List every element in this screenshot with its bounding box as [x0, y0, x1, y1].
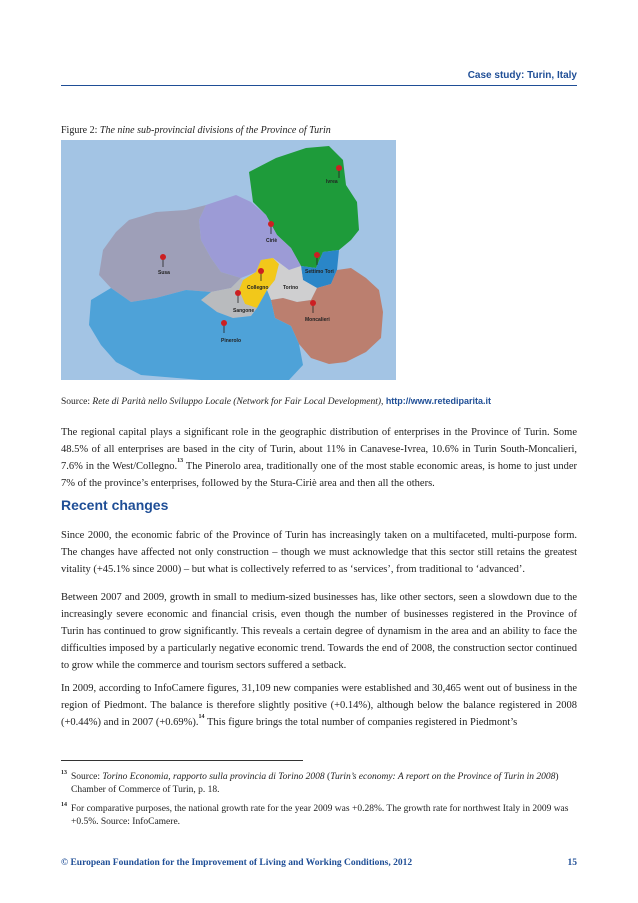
footnote-number: 13	[61, 770, 67, 776]
paragraph-distribution	[61, 424, 577, 492]
figure-number: Figure 2:	[61, 125, 98, 136]
running-header: Case study: Turin, Italy	[467, 70, 577, 81]
paragraph-text: This figure brings the total number of companies registered in Piedmont’s	[204, 717, 518, 728]
map-label-moncalieri: Moncalieri	[305, 317, 330, 323]
footer-copyright: © European Foundation for the Improvement of Living and Working Conditions, 2012	[61, 858, 413, 868]
source-text: Rete di Parità nello Sviluppo Locale (Network for Fair Local Development),	[92, 397, 384, 407]
figure-source	[61, 396, 491, 407]
paragraph-text: The regional capital plays a significant role in the geographic distribution of enterprises in the Province of Turin. Some 48.5% of all enterprises are based in the city of Turin, about 11% in Canavese-Ivrea, 10.6% in Turin South-Moncalieri, 7.6% in the West/Collegno.	[61, 427, 577, 472]
footnote-text: For comparative purposes, the national growth rate for the year 2009 was +0.28%. The growth rate for northwest Italy in 2009 was +0.5%. Source: InfoCamere.	[71, 804, 569, 827]
map-label-settimo: Settimo Tori	[305, 269, 334, 275]
footnote-rule	[61, 760, 303, 761]
footnote-text: Torino Economia, rapporto sulla provincia di Torino 2008	[102, 772, 325, 782]
map-label-pinerolo: Pinerolo	[221, 338, 242, 344]
footnote-ref-14[interactable]: 14	[198, 714, 205, 720]
footnote-13	[61, 771, 577, 797]
page-number: 15	[567, 858, 577, 868]
figure-caption	[61, 125, 331, 136]
map-label-sangone: Sangone	[233, 308, 255, 314]
section-heading: Recent changes	[61, 497, 169, 513]
map-label-collegno: Collegno	[247, 285, 269, 291]
source-prefix: Source:	[61, 397, 91, 407]
paragraph-since-2000: Since 2000, the economic fabric of the Province of Turin has increasingly taken on a multifaceted, multi-purpose form. The changes have affected not only construction – though we must acknowledge that this sector still retains the greatest vitality (+45.1% since 2000) – but what is collectively referred to as ‘services’, from traditional to ‘advanced’.	[61, 530, 577, 575]
paragraph-2007-2009: Between 2007 and 2009, growth in small to medium-sized businesses has, like other sectors, seen a slowdown due to the increasingly severe economic and financial crisis, even though the number of businesses registered in the Province of Turin has continued to grow significantly. This reveals a certain degree of dynamism in the area and an ability to face the difficulties imposed by a particularly negative economic trend. Towards the end of 2008, the construction sector continued to grow while the commerce and tourism sectors suffered a setback.	[61, 592, 577, 671]
header-rule	[61, 85, 577, 86]
footnote-text: (	[324, 772, 331, 782]
province-map	[61, 140, 396, 380]
paragraph-2009	[61, 680, 577, 731]
paragraph-text: In 2009, according to InfoCamere figures, 31,109 new companies were established and 30,465 went out of business in the region of Piedmont. The balance is therefore slightly positive (+0.14%), although below the balance registered in 2008 (+0.44%) and in 2007 (+0.69%).	[61, 683, 577, 728]
map-label-susa: Susa	[158, 270, 170, 276]
map-label-torino: Torino	[283, 285, 299, 291]
footnote-text: Source:	[71, 772, 103, 782]
paragraph-text: The Pinerolo area, traditionally one of the most stable economic areas, is home to just under 7% of the province’s enterprises, followed by the Stura-Ciriè area and then all the others.	[61, 461, 577, 489]
footnote-number: 14	[61, 802, 67, 808]
map-label-ivrea: Ivrea	[326, 179, 338, 185]
footnote-text: ) Chamber of Commerce of Turin, p. 18.	[71, 772, 559, 795]
source-link[interactable]: http://www.retediparita.it	[385, 396, 491, 406]
footnote-text: Turin’s economy: A report on the Province of Turin in 2008	[330, 772, 556, 782]
footnote-ref-13[interactable]: 13	[177, 458, 184, 464]
figure-title: The nine sub-provincial divisions of the Province of Turin	[99, 125, 331, 136]
map-label-cirie: Ciriè	[266, 238, 278, 244]
footnote-14	[61, 803, 577, 829]
page-footer	[61, 858, 577, 868]
